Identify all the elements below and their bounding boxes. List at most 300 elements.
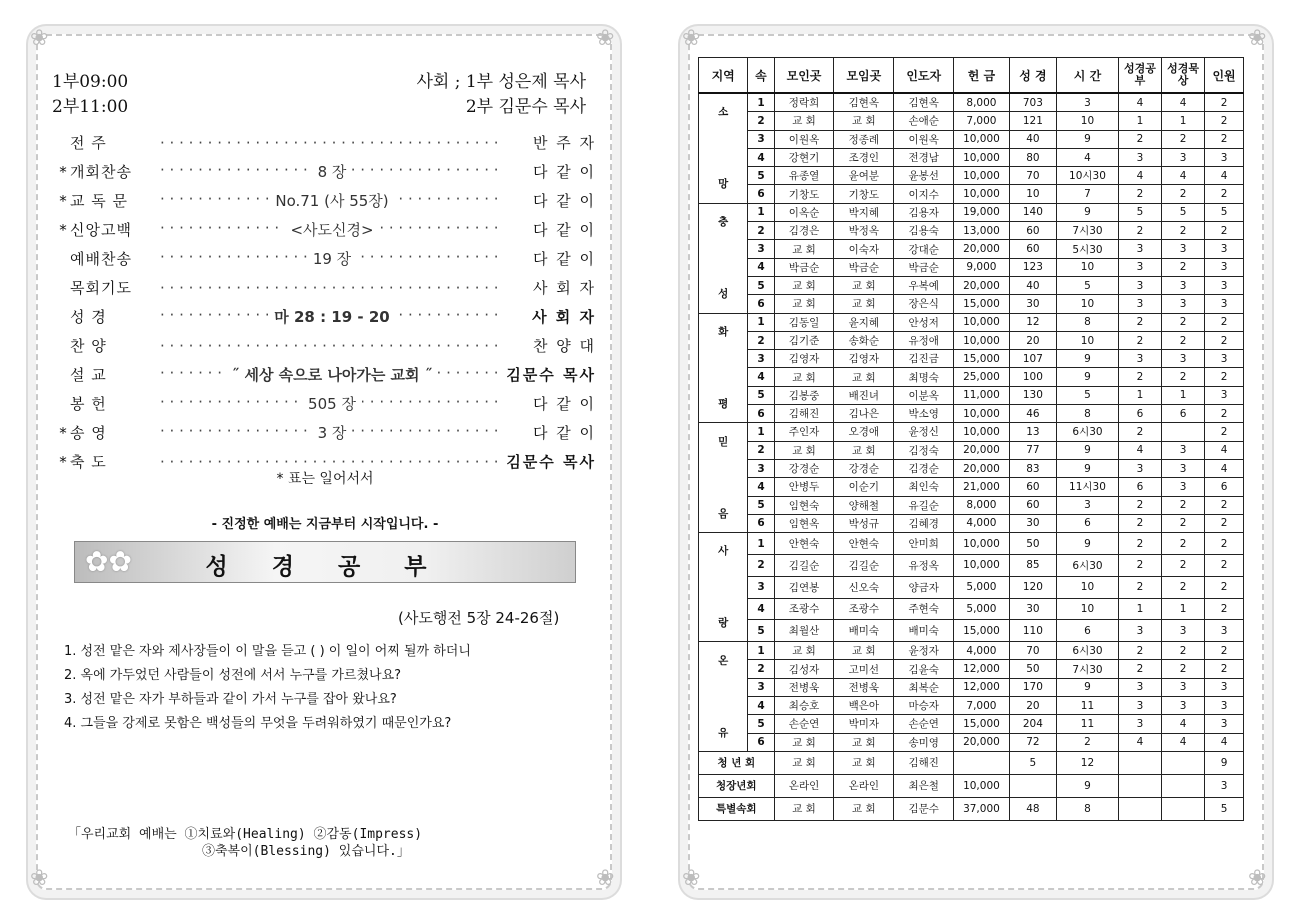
table-row [699,774,1244,797]
column-header: 속 [748,58,774,94]
table-row [699,222,1244,240]
table-cell: 교 회 [774,276,834,294]
table-cell: 윤지혜 [834,313,894,331]
table-row [699,295,1244,313]
table-cell: 4,000 [954,514,1010,532]
table-cell [1162,774,1205,797]
service-times [52,70,128,120]
table-cell: 조경인 [834,148,894,166]
table-cell: 2 [1118,514,1161,532]
table-cell: 10,000 [954,148,1010,166]
table-cell: 손애순 [894,112,954,130]
table-cell [1162,797,1205,820]
table-cell: 20,000 [954,441,1010,459]
table-cell: 최명숙 [894,368,954,386]
table-row [699,203,1244,221]
table-cell: 송미영 [894,733,954,751]
table-cell: 교 회 [834,368,894,386]
table-cell: 3 [1205,276,1244,294]
group-name: 청 년 회 [699,751,775,774]
table-cell: 2 [748,222,774,240]
table-cell: 107 [1009,350,1056,368]
order-row [56,128,596,157]
motto-line-2: ③축복이(Blessing) 있습니다.」 [202,844,410,859]
table-cell: 7시30 [1057,222,1119,240]
order-performer: 다 같 이 [532,395,596,413]
table-cell: 전병욱 [774,678,834,696]
table-cell: 4 [748,598,774,620]
table-cell: 교 회 [834,797,894,820]
table-cell: 윤여분 [834,167,894,185]
table-cell: 이분옥 [894,386,954,404]
column-header: 인원 [1205,58,1244,94]
table-cell: 기창도 [834,185,894,203]
table-cell: 2 [1205,222,1244,240]
table-row [699,620,1244,642]
table-cell: 20,000 [954,459,1010,477]
table-cell: 5 [748,715,774,733]
table-cell: 60 [1009,478,1056,496]
table-cell: 3 [1205,774,1244,797]
table-cell: 10 [1057,112,1119,130]
table-row [699,167,1244,185]
table-cell: 4 [1205,441,1244,459]
table-cell: 85 [1009,554,1056,576]
table-cell: 김경순 [894,459,954,477]
table-cell: 이순기 [834,478,894,496]
order-performer: 다 같 이 [532,163,596,181]
table-cell: 3 [1057,93,1119,112]
table-row [699,148,1244,166]
table-row [699,660,1244,678]
table-row [699,405,1244,423]
table-cell [1162,751,1205,774]
order-content: · · · 3 장 [312,422,353,443]
table-cell: 2 [1205,514,1244,532]
table-cell: 3 [1162,441,1205,459]
table-cell: 13 [1009,423,1056,441]
table-cell: 1 [748,93,774,112]
table-cell: 2 [1118,642,1161,660]
table-cell: 2 [1205,660,1244,678]
table-cell: 2 [748,660,774,678]
table-cell: 5 [748,620,774,642]
table-cell [1118,774,1161,797]
table-cell: 10 [1009,185,1056,203]
table-cell: 3 [1205,240,1244,258]
table-cell: 임현옥 [774,514,834,532]
region-name: 충 성 [699,203,748,313]
table-row [699,93,1244,112]
table-cell: 3 [1118,240,1161,258]
table-cell: 교 회 [774,751,834,774]
table-row [699,478,1244,496]
table-cell [954,751,1010,774]
table-cell: 2 [1205,576,1244,598]
table-cell: 교 회 [834,642,894,660]
table-cell: 강경순 [774,459,834,477]
column-header: 지역 [699,58,748,94]
scripture-reference: (사도행전 5장 24-26절) [398,609,560,627]
region-name: 믿 음 [699,423,748,533]
table-cell: 2 [1205,598,1244,620]
table-cell: 2 [1162,185,1205,203]
table-cell: 2 [1205,313,1244,331]
table-cell: 121 [1009,112,1056,130]
table-cell: 안병두 [774,478,834,496]
table-cell: 60 [1009,240,1056,258]
table-cell: 1 [1118,598,1161,620]
table-cell [1118,797,1161,820]
table-cell: 10,000 [954,554,1010,576]
table-cell: 9 [1057,350,1119,368]
table-cell: 강경순 [834,459,894,477]
table-cell: 3 [1205,386,1244,404]
order-star: * [59,452,67,471]
table-cell: 3 [1205,295,1244,313]
table-cell: 70 [1009,642,1056,660]
table-cell: 2 [1118,368,1161,386]
table-cell: 5 [1118,203,1161,221]
table-cell: 72 [1009,733,1056,751]
table-cell: 박성규 [834,514,894,532]
table-cell: 교 회 [834,751,894,774]
table-cell: 교 회 [774,295,834,313]
table-cell: 7,000 [954,697,1010,715]
table-cell: 김진금 [894,350,954,368]
table-cell: 10,000 [954,313,1010,331]
order-label: 찬 양 [70,337,107,355]
table-cell: 김길순 [774,554,834,576]
table-cell: 조광수 [774,598,834,620]
table-cell: 4 [748,478,774,496]
table-cell: 2 [1162,331,1205,349]
table-cell: 10,000 [954,331,1010,349]
table-cell: 6시30 [1057,423,1119,441]
order-leader-dots [160,393,504,414]
table-cell: 4 [1118,733,1161,751]
table-cell: 4 [1205,167,1244,185]
order-label: 송 영 [70,424,107,442]
table-cell: 우복예 [894,276,954,294]
table-cell: 11,000 [954,386,1010,404]
table-cell: 손순연 [774,715,834,733]
table-cell: 임현숙 [774,496,834,514]
table-cell: 박금순 [774,258,834,276]
table-cell: 4 [1162,715,1205,733]
table-cell: 5 [748,496,774,514]
table-cell: 2 [1162,576,1205,598]
table-cell: 2 [1162,660,1205,678]
table-cell: 8 [1057,405,1119,423]
table-cell: 강현기 [774,148,834,166]
table-cell: 1 [748,203,774,221]
table-row [699,533,1244,555]
table-cell: 6 [1205,478,1244,496]
table-cell: 50 [1009,533,1056,555]
column-header: 시 간 [1057,58,1119,94]
table-cell: 703 [1009,93,1056,112]
table-row [699,276,1244,294]
table-cell: 유정옥 [894,554,954,576]
group-name: 청장년회 [699,774,775,797]
order-label: 성 경 [70,308,107,326]
table-cell: 2 [1118,660,1161,678]
table-row [699,733,1244,751]
column-header: 성경공부 [1118,58,1161,94]
order-performer: 다 같 이 [532,192,596,210]
order-performer: 김문수 목사 [506,366,596,384]
table-cell: 15,000 [954,350,1010,368]
table-cell: 4 [1118,167,1161,185]
table-cell: 2 [1118,533,1161,555]
table-cell: 10 [1057,598,1119,620]
region-name: 소 망 [699,93,748,203]
order-leader-dots [160,337,504,355]
table-cell: 이옥순 [774,203,834,221]
order-performer: 사 회 자 [532,279,596,297]
table-cell: 장은식 [894,295,954,313]
table-cell: 80 [1009,148,1056,166]
order-label: 예배찬송 [70,250,132,268]
table-cell: 송화순 [834,331,894,349]
table-cell: 박지혜 [834,203,894,221]
table-cell: 박금순 [834,258,894,276]
order-star: * [59,220,67,239]
table-cell: 100 [1009,368,1056,386]
order-performer: 다 같 이 [532,424,596,442]
table-cell: 김윤숙 [894,660,954,678]
table-cell: 최은철 [894,774,954,797]
order-content: · · · ˝ 세상 속으로 나아가는 교회 ˝ [226,364,439,385]
order-label: 개회찬송 [70,163,132,181]
table-cell: 12,000 [954,678,1010,696]
table-cell: 정락희 [774,93,834,112]
column-header: 인도자 [894,58,954,94]
table-cell: 2 [1162,514,1205,532]
table-row [699,350,1244,368]
table-cell: 2 [1205,112,1244,130]
table-cell: 11 [1057,715,1119,733]
table-cell: 3 [1205,148,1244,166]
table-cell: 2 [748,112,774,130]
table-cell: 9 [1057,441,1119,459]
table-cell: 9 [1057,678,1119,696]
table-cell: 123 [1009,258,1056,276]
table-cell: 전병욱 [834,678,894,696]
order-label: 설 교 [70,366,107,384]
table-cell: 10 [1057,258,1119,276]
table-cell: 2 [1205,368,1244,386]
order-row [56,302,596,331]
order-label: 목회기도 [70,279,132,297]
order-leader-dots [160,219,504,240]
table-cell: 6 [748,295,774,313]
order-content: · · · 8 장 [312,161,353,182]
order-label: 신앙고백 [70,221,132,239]
order-row [56,360,596,389]
table-cell: 46 [1009,405,1056,423]
table-cell: 1 [748,423,774,441]
table-row [699,554,1244,576]
table-cell: 10,000 [954,423,1010,441]
table-cell: 기창도 [774,185,834,203]
table-cell: 25,000 [954,368,1010,386]
table-cell: 3 [1162,478,1205,496]
order-leader-dots [160,134,504,152]
table-cell: 교 회 [834,295,894,313]
order-leader-dots [160,190,504,211]
order-leader-dots [160,161,504,182]
table-cell: 3 [1118,715,1161,733]
order-label: 교 독 문 [70,192,129,210]
table-row [699,313,1244,331]
table-cell: 4 [1205,733,1244,751]
table-cell: 110 [1009,620,1056,642]
table-cell: 9 [1057,203,1119,221]
table-cell: 윤정자 [894,642,954,660]
table-cell: 5 [748,386,774,404]
table-cell: 3 [1057,496,1119,514]
table-cell: 김현옥 [834,93,894,112]
table-cell: 9 [1057,774,1119,797]
table-header-row [699,58,1244,94]
table-cell: 2 [1205,554,1244,576]
order-content: · · · 19 장 [307,248,357,269]
question: 4. 그들을 강제로 못함은 백성들의 무엇을 두려워하였기 때문인가요? [64,716,452,731]
table-cell: 3 [748,459,774,477]
table-cell: 김성자 [774,660,834,678]
table-cell: 2 [1118,130,1161,148]
region-name: 온 유 [699,642,748,752]
table-cell: 2 [1162,313,1205,331]
order-row [56,389,596,418]
flower-ornament-icon: ❀ [682,866,701,891]
table-cell: 15,000 [954,620,1010,642]
table-cell: 안현숙 [774,533,834,555]
table-cell: 2 [1205,423,1244,441]
table-cell: 140 [1009,203,1056,221]
table-cell: 83 [1009,459,1056,477]
table-cell: 4,000 [954,642,1010,660]
table-cell: 안미희 [894,533,954,555]
table-cell: 김영자 [834,350,894,368]
order-row [56,418,596,447]
table-cell: 8,000 [954,496,1010,514]
table-cell: 교 회 [774,112,834,130]
table-cell: 4 [1057,148,1119,166]
table-cell: 1 [1118,112,1161,130]
stand-note: * 표는 일어서서 [276,471,374,487]
table-cell: 7,000 [954,112,1010,130]
table-cell: 5 [748,276,774,294]
flower-ornament-icon: ❀ [1248,866,1267,891]
table-cell: 2 [1118,423,1161,441]
flower-ornament-icon: ❀ [596,866,615,891]
table-cell: 10,000 [954,533,1010,555]
table-cell: 60 [1009,222,1056,240]
table-cell: 5 [748,167,774,185]
order-label: 전 주 [70,134,107,152]
table-cell: 박금순 [894,258,954,276]
table-cell: 김동일 [774,313,834,331]
table-cell: 4 [1162,733,1205,751]
order-performer: 반 주 자 [532,134,596,152]
table-cell: 3 [1162,697,1205,715]
table-cell: 3 [1162,620,1205,642]
table-cell: 4 [1118,441,1161,459]
table-cell: 윤정신 [894,423,954,441]
table-cell: 유정애 [894,331,954,349]
table-cell: 2 [748,331,774,349]
table-cell: 9 [1205,751,1244,774]
study-questions [64,640,604,736]
table-cell: 6 [1057,620,1119,642]
table-cell: 7시30 [1057,660,1119,678]
table-cell: 5 [1162,203,1205,221]
table-cell: 김혜경 [894,514,954,532]
order-leader-dots [160,422,504,443]
table-cell: 5시30 [1057,240,1119,258]
table-cell: 이숙자 [834,240,894,258]
table-cell: 교 회 [834,441,894,459]
table-cell: 2 [1162,642,1205,660]
table-row [699,751,1244,774]
table-cell: 안성저 [894,313,954,331]
order-star: * [59,191,67,210]
table-cell: 21,000 [954,478,1010,496]
table-cell: 김해진 [774,405,834,423]
table-cell: 2 [1118,554,1161,576]
table-cell: 15,000 [954,715,1010,733]
table-row [699,459,1244,477]
table-cell: 2 [748,554,774,576]
table-cell: 2 [748,441,774,459]
table-cell: 3 [748,678,774,696]
table-cell: 2 [1118,313,1161,331]
region-name: 사 랑 [699,533,748,642]
order-leader-dots [160,279,504,297]
table-cell: 1 [1118,386,1161,404]
table-cell: 최복순 [894,678,954,696]
order-leader-dots [160,364,504,385]
table-cell: 10,000 [954,185,1010,203]
order-content: · · · 505 장 [302,393,362,414]
table-cell: 10,000 [954,774,1010,797]
table-row [699,368,1244,386]
table-cell: 48 [1009,797,1056,820]
table-cell: 3 [1162,148,1205,166]
table-cell: 김기준 [774,331,834,349]
table-cell: 1 [1162,112,1205,130]
table-cell: 3 [1162,350,1205,368]
table-cell: 9 [1057,130,1119,148]
question: 3. 성전 맡은 자가 부하들과 같이 가서 누구를 잡아 왔나요? [64,692,397,707]
table-cell: 3 [748,130,774,148]
table-cell: 김용자 [894,203,954,221]
table-cell: 마승자 [894,697,954,715]
table-cell: 6 [1118,405,1161,423]
table-cell: 2 [1205,331,1244,349]
table-cell: 4 [1162,93,1205,112]
table-cell: 19,000 [954,203,1010,221]
table-cell: 손순연 [894,715,954,733]
table-cell: 박미자 [834,715,894,733]
order-performer: 사 회 자 [532,308,596,326]
table-cell: 2 [1162,258,1205,276]
table-cell: 3 [1162,276,1205,294]
table-cell: 김연봉 [774,576,834,598]
